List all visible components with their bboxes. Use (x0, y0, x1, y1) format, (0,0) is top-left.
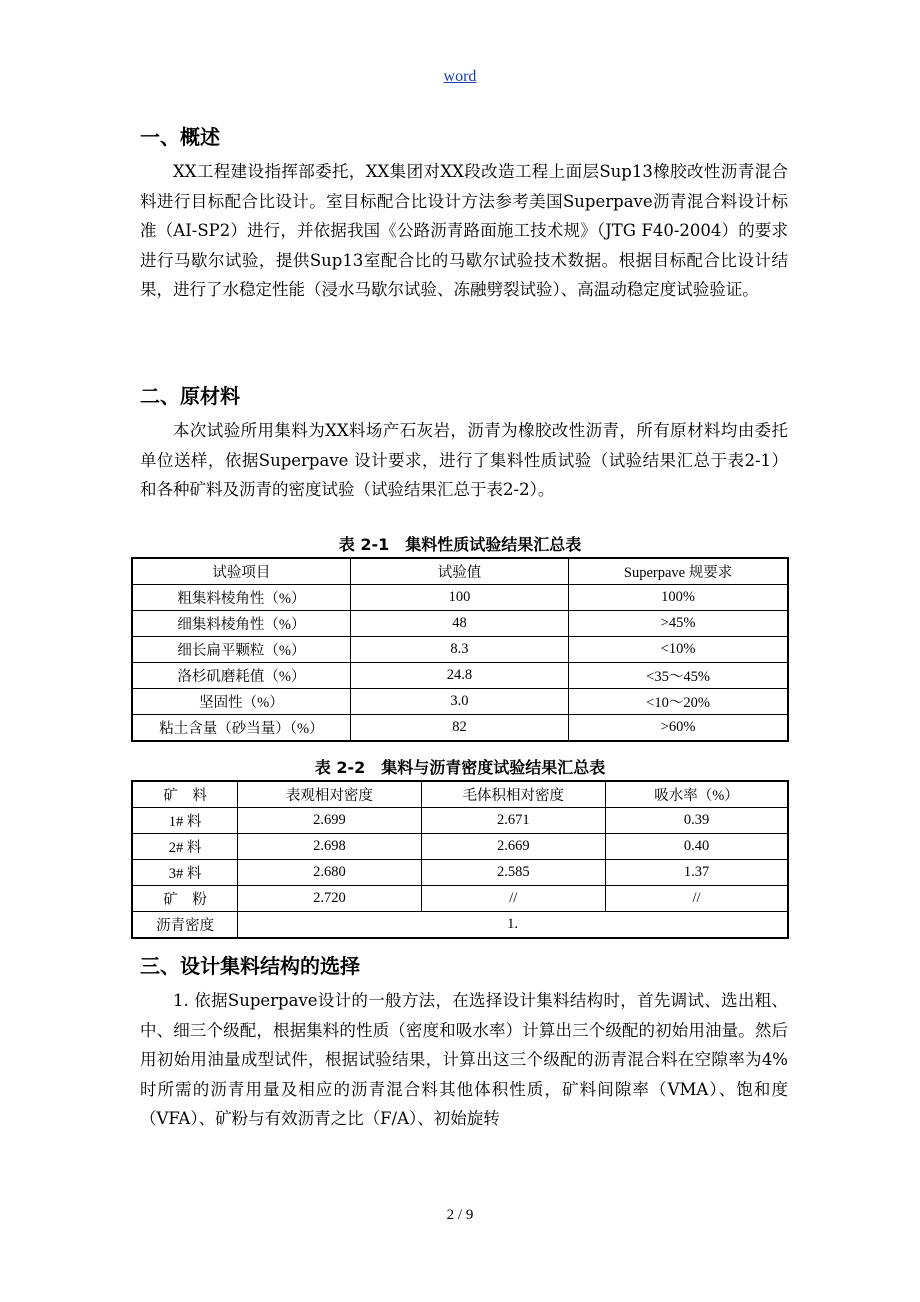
table-cell: 粗集料棱角性（%） (132, 585, 350, 611)
table-2 (131, 780, 789, 939)
table-cell: 2.698 (238, 834, 421, 860)
section-2-paragraph: 本次试验所用集料为XX料场产石灰岩，沥青为橡胶改性沥青，所有原材料均由委托单位送样，依据Superpave 设计要求，进行了集料性质试验（试验结果汇总于表2-1）和各种矿料及沥青的密度试验（试验结果汇总于表2-2）。 (140, 421, 788, 499)
table-cell: // (606, 886, 788, 912)
table-cell: 2.671 (421, 808, 605, 834)
table-cell: 矿 粉 (132, 886, 238, 912)
table-cell: >45% (569, 611, 788, 637)
table-header-cell: 吸水率（%） (606, 781, 788, 808)
table-cell: 细集料棱角性（%） (132, 611, 350, 637)
table-row (132, 860, 788, 886)
table-header-row (132, 781, 788, 808)
table-cell: 2# 料 (132, 834, 238, 860)
table-cell: <35～45% (569, 663, 788, 689)
table-row (132, 886, 788, 912)
table-header-cell: 试验项目 (132, 558, 350, 585)
table-row (132, 715, 788, 742)
table-header-cell: 表观相对密度 (238, 781, 421, 808)
table-header-cell: 试验值 (350, 558, 568, 585)
table-header-row (132, 558, 788, 585)
table-row (132, 637, 788, 663)
table-cell: 3# 料 (132, 860, 238, 886)
table-cell: 48 (350, 611, 568, 637)
table-cell: 8.3 (350, 637, 568, 663)
header-word-link[interactable]: word (443, 68, 477, 85)
table-cell: 坚固性（%） (132, 689, 350, 715)
table-cell: 0.40 (606, 834, 788, 860)
table-cell: // (421, 886, 605, 912)
section-3-heading: 三、设计集料结构的选择 (140, 954, 360, 978)
table-cell: 细长扁平颗粒（%） (132, 637, 350, 663)
table-cell: <10～20% (569, 689, 788, 715)
section-3-paragraph: 1. 依据Superpave设计的一般方法，在选择设计集料结构时，首先调试、选出粗、中、细三个级配，根据集料的性质（密度和吸水率）计算出三个级配的初始用油量。然后用初始用油量成型试件，根据试验结果，计算出这三个级配的沥青混合料在空隙率为4%时所需的沥青用量及相应的沥青混合料其他体积性质，矿料间隙率（VMA）、饱和度（VFA）、矿粉与有效沥青之比（F/A）、初始旋转 (140, 991, 788, 1128)
table-cell: 24.8 (350, 663, 568, 689)
table-header-cell: 矿 料 (132, 781, 238, 808)
table-cell: 1.37 (606, 860, 788, 886)
table-cell: 2.680 (238, 860, 421, 886)
table-row (132, 834, 788, 860)
table-cell: 100% (569, 585, 788, 611)
table-cell: 2.585 (421, 860, 605, 886)
table-cell: 82 (350, 715, 568, 742)
table-row (132, 611, 788, 637)
table-cell: 1. (238, 912, 788, 939)
table-row (132, 663, 788, 689)
section-1-heading: 一、概述 (140, 125, 220, 149)
table-cell: 3.0 (350, 689, 568, 715)
table-cell: 2.699 (238, 808, 421, 834)
table-row (132, 912, 788, 939)
section-1-paragraph: XX工程建设指挥部委托，XX集团对XX段改造工程上面层Sup13橡胶改性沥青混合料进行目标配合比设计。室目标配合比设计方法参考美国Superpave沥青混合料设计标准（AI-SP2）进行，并依据我国《公路沥青路面施工技术规》（JTG F40-2004）的要求进行马歇尔试验，提供Sup13室配合比的马歇尔试验技术数据。根据目标配合比设计结果，进行了水稳定性能（浸水马歇尔试验、冻融劈裂试验）、高温动稳定度试验验证。 (140, 162, 788, 299)
table-cell: 粘土含量（砂当量）（%） (132, 715, 350, 742)
table-cell: 0.39 (606, 808, 788, 834)
table-cell: >60% (569, 715, 788, 742)
table-cell: 100 (350, 585, 568, 611)
table-row (132, 808, 788, 834)
table-cell: 2.720 (238, 886, 421, 912)
table-cell: <10% (569, 637, 788, 663)
table-2-caption: 表 2-2 集料与沥青密度试验结果汇总表 (314, 758, 606, 777)
table-cell: 1# 料 (132, 808, 238, 834)
table-cell: 洛杉矶磨耗值（%） (132, 663, 350, 689)
table-row (132, 689, 788, 715)
table-1 (131, 557, 789, 742)
page-number: 2 / 9 (446, 1207, 474, 1223)
table-header-cell: Superpave 规要求 (569, 558, 788, 585)
table-header-cell: 毛体积相对密度 (421, 781, 605, 808)
table-cell: 2.669 (421, 834, 605, 860)
table-row (132, 585, 788, 611)
table-cell: 沥青密度 (132, 912, 238, 939)
table-1-caption: 表 2-1 集料性质试验结果汇总表 (338, 535, 582, 554)
section-2-heading: 二、原材料 (140, 384, 240, 408)
